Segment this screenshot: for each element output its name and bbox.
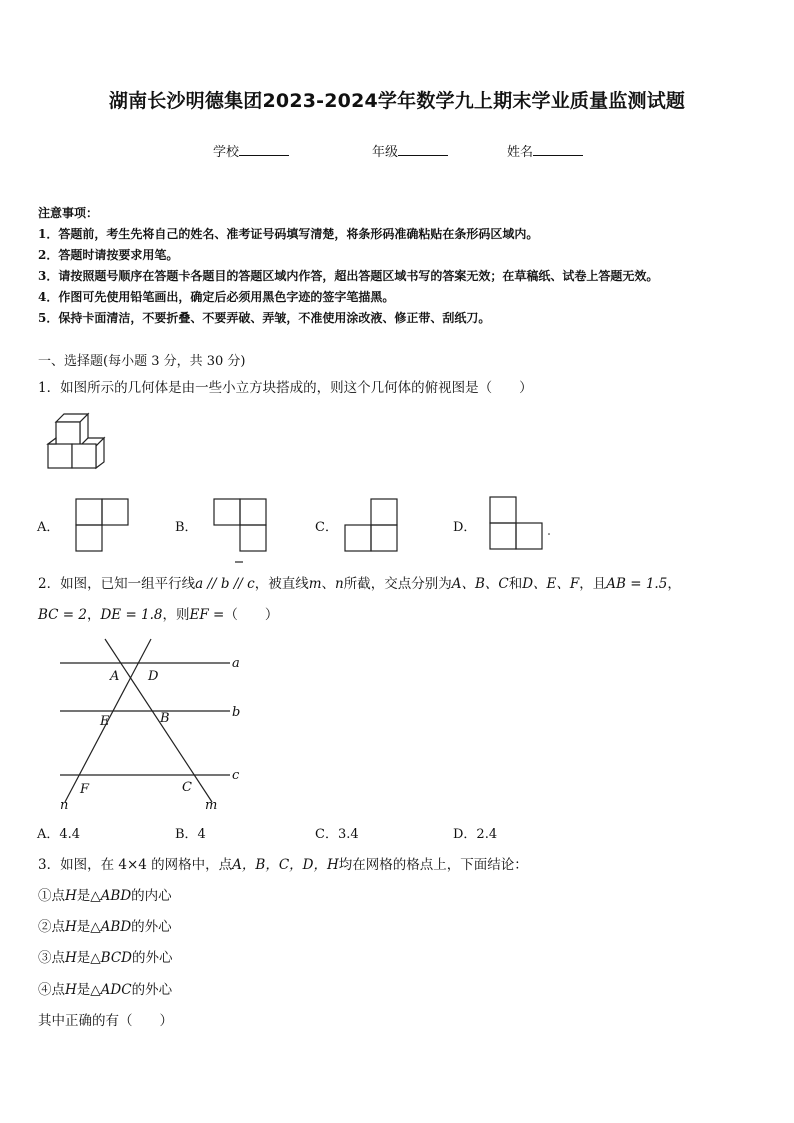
q3-text: 是△ bbox=[76, 950, 101, 966]
q3-text: 是△ bbox=[76, 888, 101, 904]
q3-text: 的内心 bbox=[131, 888, 172, 904]
school-label: 学校 bbox=[213, 145, 240, 160]
q2-math: AB = 1.5 bbox=[606, 576, 668, 592]
notice-item: 2．答题时请按要求用笔。 bbox=[38, 248, 179, 262]
q2-text: 所截，交点分别为 bbox=[343, 576, 452, 592]
q1-option-a-figure bbox=[75, 498, 129, 552]
q2-text: ， bbox=[86, 607, 101, 623]
q1-option-b-figure bbox=[213, 498, 267, 566]
label-F: F bbox=[80, 782, 90, 797]
name-blank bbox=[533, 143, 583, 156]
q3-math: H bbox=[65, 950, 77, 966]
q3-text: ③点 bbox=[38, 950, 65, 966]
label-E: E bbox=[100, 714, 110, 729]
q2-text: ，且 bbox=[579, 576, 607, 592]
question-1-stem: 1．如图所示的几何体是由一些小立方块搭成的，则这个几何体的俯视图是（ ） bbox=[38, 380, 533, 396]
name-label: 姓名 bbox=[507, 145, 534, 160]
q2-text: 2．如图，已知一组平行线 bbox=[38, 576, 196, 592]
notice-item: 5．保持卡面清洁，不要折叠、不要弄破、弄皱，不准使用涂改液、修正带、刮纸刀。 bbox=[38, 311, 491, 325]
school-field bbox=[213, 141, 289, 160]
q1-option-a-label[interactable]: A． bbox=[37, 520, 60, 535]
q3-conclusion-2 bbox=[38, 915, 172, 935]
label-n: n bbox=[60, 798, 69, 813]
q3-text: 均在网格的格点上，下面结论： bbox=[338, 857, 528, 873]
grade-field bbox=[372, 141, 448, 160]
q3-text: ②点 bbox=[38, 919, 65, 935]
q2-math: D、E、F bbox=[522, 576, 580, 592]
q2-math: A、B、C bbox=[451, 576, 509, 592]
q3-text: 3．如图，在 4×4 的网格中，点 bbox=[38, 857, 233, 873]
notice-item: 4．作图可先使用铅笔画出，确定后必须用黑色字迹的签字笔描黑。 bbox=[38, 290, 395, 304]
grade-blank bbox=[398, 143, 448, 156]
q2-option-b[interactable]: B．4 bbox=[175, 827, 206, 842]
q2-option-c[interactable]: C．3.4 bbox=[315, 827, 359, 842]
question-2-line-2 bbox=[38, 603, 278, 623]
q2-parallel-lines-figure bbox=[40, 636, 260, 818]
label-A: A bbox=[110, 669, 120, 684]
q3-ask: 其中正确的有（ ） bbox=[38, 1013, 173, 1029]
q2-math: BC = 2 bbox=[38, 607, 87, 623]
q1-option-d-figure bbox=[489, 496, 553, 552]
q1-option-c-label[interactable]: C． bbox=[315, 520, 338, 535]
label-C: C bbox=[182, 780, 192, 795]
q2-text: ，被直线 bbox=[254, 576, 309, 592]
q3-conclusion-1 bbox=[38, 884, 172, 904]
notice-item: 1．答题前，考生先将自己的姓名、准考证号码填写清楚，将条形码准确粘贴在条形码区域内。 bbox=[38, 227, 539, 241]
page-title: 湖南长沙明德集团2023-2024学年数学九上期末学业质量监测试题 bbox=[108, 90, 686, 112]
label-B: B bbox=[160, 711, 170, 726]
label-m: m bbox=[205, 798, 218, 813]
q3-text: 的外心 bbox=[132, 950, 173, 966]
q2-option-d[interactable]: D．2.4 bbox=[453, 827, 498, 842]
q2-math: m bbox=[308, 576, 322, 592]
q2-math: EF = bbox=[189, 607, 225, 623]
q2-math: a // b // c bbox=[195, 576, 255, 592]
q3-text: ①点 bbox=[38, 888, 65, 904]
q3-math: H bbox=[65, 888, 77, 904]
label-a: a bbox=[232, 656, 240, 671]
q3-math: ABD bbox=[100, 888, 132, 904]
q2-text: （ ） bbox=[224, 607, 279, 623]
q3-conclusion-4 bbox=[38, 978, 172, 998]
q3-text: 是△ bbox=[76, 919, 101, 935]
q3-conclusion-3 bbox=[38, 946, 173, 966]
stray-dot bbox=[548, 533, 550, 535]
q1-option-b-label[interactable]: B． bbox=[175, 520, 198, 535]
q1-solid-figure bbox=[44, 410, 110, 470]
q3-math: ADC bbox=[100, 982, 132, 998]
question-2-line-1 bbox=[38, 572, 681, 592]
q3-text: ④点 bbox=[38, 982, 65, 998]
notice-heading: 注意事项： bbox=[38, 206, 99, 220]
question-3-stem bbox=[38, 853, 528, 873]
q3-text: 的外心 bbox=[131, 919, 172, 935]
q2-text: 、 bbox=[321, 576, 336, 592]
school-blank bbox=[239, 143, 289, 156]
q1-option-d-label[interactable]: D． bbox=[453, 520, 477, 535]
q3-math: ABD bbox=[100, 919, 132, 935]
grade-label: 年级 bbox=[372, 145, 399, 160]
q2-text: ， bbox=[667, 576, 681, 592]
q3-math: H bbox=[65, 982, 77, 998]
q3-text: 是△ bbox=[76, 982, 101, 998]
q2-text: ，则 bbox=[162, 607, 190, 623]
label-D: D bbox=[148, 669, 159, 684]
q2-math: DE = 1.8 bbox=[100, 607, 163, 623]
q2-option-a[interactable]: A．4.4 bbox=[37, 827, 81, 842]
q2-text: 和 bbox=[508, 576, 523, 592]
q3-text: 的外心 bbox=[131, 982, 173, 998]
q3-math: A，B，C，D，H bbox=[232, 857, 339, 873]
q1-option-c-figure bbox=[344, 498, 398, 552]
q3-math: BCD bbox=[100, 950, 132, 966]
q3-math: H bbox=[65, 919, 77, 935]
name-field bbox=[507, 141, 583, 160]
label-b: b bbox=[232, 705, 241, 720]
notice-item: 3．请按照题号顺序在答题卡各题目的答题区域内作答，超出答题区域书写的答案无效；在草稿纸、试卷上答题无效。 bbox=[38, 269, 659, 283]
section-heading: 一、选择题(每小题 3 分，共 30 分) bbox=[38, 354, 246, 369]
label-c: c bbox=[232, 768, 240, 783]
q2-math: n bbox=[335, 576, 344, 592]
